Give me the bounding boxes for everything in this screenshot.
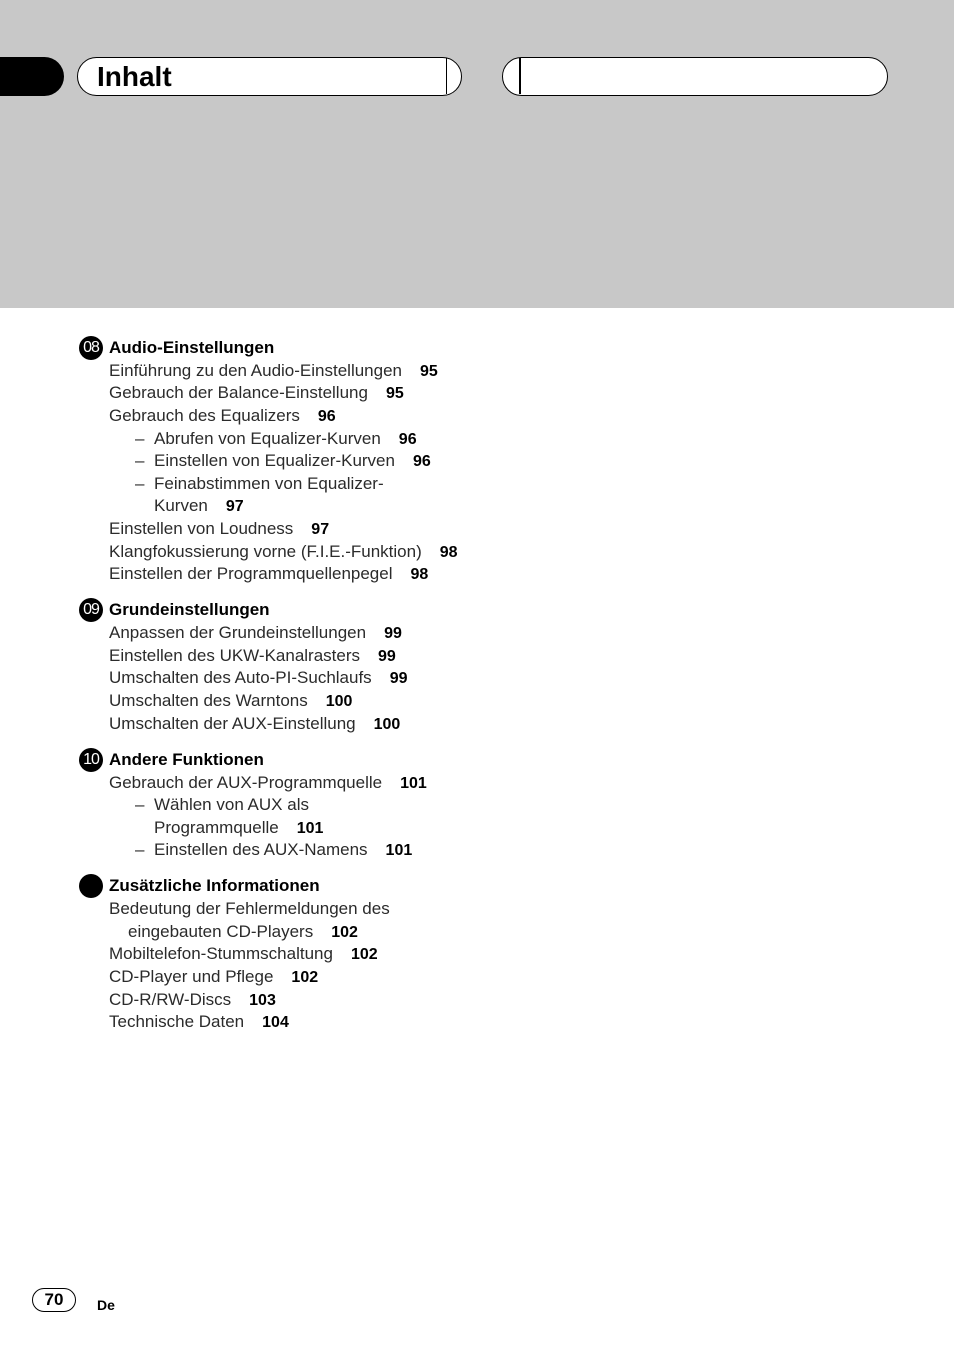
toc-entry[interactable]: Einstellen von Loudness 97: [109, 519, 330, 538]
toc-entry[interactable]: Gebrauch der AUX-Programmquelle 101: [109, 773, 427, 792]
toc-entry[interactable]: Klangfokussierung vorne (F.I.E.-Funktion) 98: [109, 542, 458, 561]
toc-subentry[interactable]: Abrufen von Equalizer-Kurven 96: [154, 429, 417, 448]
header-band: [0, 0, 954, 308]
toc-subentry[interactable]: Einstellen von Equalizer-Kurven 96: [154, 451, 431, 470]
page-number: 70: [32, 1288, 76, 1312]
toc-subentry[interactable]: Einstellen des AUX-Namens 101: [154, 840, 413, 859]
toc-subentry[interactable]: Wählen von AUX als: [154, 795, 309, 814]
toc-entry[interactable]: Gebrauch des Equalizers 96: [109, 406, 336, 425]
language-code: De: [97, 1297, 115, 1313]
header-black-tab: [0, 57, 64, 96]
toc-entry[interactable]: Mobiltelefon-Stummschaltung 102: [109, 944, 378, 963]
section-number-badge: 08: [79, 336, 103, 360]
toc-entry[interactable]: CD-R/RW-Discs 103: [109, 990, 276, 1009]
toc-entry-continuation[interactable]: eingebauten CD-Players 102: [128, 922, 358, 941]
toc-entry[interactable]: CD-Player und Pflege 102: [109, 967, 319, 986]
section-number-badge: 10: [79, 748, 103, 772]
toc-entry[interactable]: Einführung zu den Audio-Einstellungen 95: [109, 361, 438, 380]
subentry-dash: –: [135, 795, 145, 814]
toc-entry[interactable]: Technische Daten 104: [109, 1012, 289, 1031]
right-box-divider: [519, 58, 521, 94]
toc-subentry[interactable]: Feinabstimmen von Equalizer-: [154, 474, 384, 493]
subentry-dash: –: [135, 451, 145, 470]
toc-entry[interactable]: Gebrauch der Balance-Einstellung 95: [109, 383, 404, 402]
title-box-divider: [446, 58, 448, 94]
subentry-dash: –: [135, 840, 145, 859]
toc-entry[interactable]: Einstellen der Programmquellenpegel 98: [109, 564, 429, 583]
subentry-dash: –: [135, 429, 145, 448]
page-title: Inhalt: [97, 61, 172, 92]
toc-entry[interactable]: Umschalten des Auto-PI-Suchlaufs 99: [109, 668, 408, 687]
section-title[interactable]: Audio-Einstellungen: [109, 338, 275, 357]
toc-entry[interactable]: Umschalten der AUX-Einstellung 100: [109, 714, 401, 733]
toc-subentry-continuation[interactable]: Kurven 97: [154, 496, 244, 515]
section-title[interactable]: Grundeinstellungen: [109, 600, 270, 619]
subentry-dash: –: [135, 474, 145, 493]
toc-entry[interactable]: Einstellen des UKW-Kanalrasters 99: [109, 646, 396, 665]
right-header-box: [502, 57, 888, 96]
toc-entry[interactable]: Anpassen der Grundeinstellungen 99: [109, 623, 402, 642]
section-number-badge: [79, 874, 103, 898]
section-title[interactable]: Zusätzliche Informationen: [109, 876, 320, 895]
section-number-badge: 09: [79, 598, 103, 622]
toc-subentry-continuation[interactable]: Programmquelle 101: [154, 818, 324, 837]
toc-entry[interactable]: Umschalten des Warntons 100: [109, 691, 353, 710]
section-title[interactable]: Andere Funktionen: [109, 750, 264, 769]
title-box: [77, 57, 462, 96]
toc-entry[interactable]: Bedeutung der Fehlermeldungen des: [109, 899, 390, 918]
